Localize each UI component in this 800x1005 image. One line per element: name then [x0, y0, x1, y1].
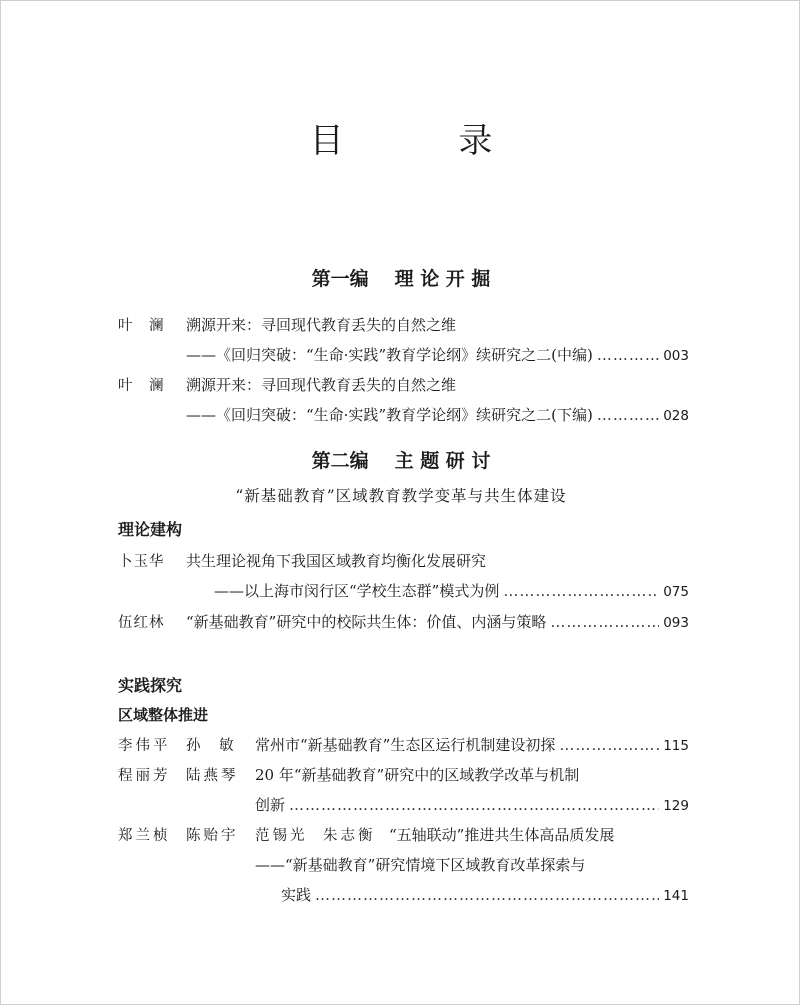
leader-dots: [315, 886, 659, 904]
entry6-author-1: 程丽芳: [118, 768, 171, 784]
part1-heading: [1, 264, 800, 291]
entry1-page: 003: [663, 348, 689, 364]
entry6-title-line2: 创新: [255, 796, 286, 814]
entry6-row[interactable]: [255, 794, 689, 815]
leader-dots: [289, 796, 659, 814]
entry7-author-1: 郑兰桢: [118, 828, 171, 844]
entry5-title: 常州市“新基础教育”生态区运行机制建设初探: [255, 736, 556, 754]
entry1-author: 叶 澜: [118, 318, 170, 334]
entry6-page: 129: [663, 798, 689, 814]
part2-label: 第二编: [311, 450, 369, 472]
entry4-author: 伍红林: [118, 615, 165, 631]
entry4-title: “新基础教育”研究中的校际共生体：价值、内涵与策略: [186, 613, 547, 631]
entry3-subtitle: ——以上海市闵行区“学校生态群”模式为例: [214, 582, 500, 600]
entry2-subtitle-row[interactable]: [186, 404, 689, 425]
page-title: 目 录: [309, 121, 545, 161]
entry7-author-2: 陈贻宇: [186, 828, 239, 844]
entry5-page: 115: [663, 738, 689, 754]
entry3-title[interactable]: 共生理论视角下我国区域教育均衡化发展研究: [186, 552, 487, 570]
entry2-author: 叶 澜: [118, 378, 170, 394]
entry3-author: 卜玉华: [118, 554, 165, 570]
entry1-subtitle: ——《回归突破：“生命·实践”教育学论纲》续研究之二(中编): [186, 346, 593, 364]
part1-name: 理 论 开 掘: [394, 268, 491, 290]
entry4-page: 093: [663, 615, 689, 631]
part2-heading: [1, 446, 800, 473]
entry6-author-2: 陆燕琴: [186, 768, 239, 784]
entry3-page: 075: [663, 584, 689, 600]
leader-dots: [597, 346, 659, 364]
leader-dots: [559, 736, 659, 754]
entry5-row[interactable]: [255, 734, 689, 755]
entry3-subtitle-row[interactable]: [214, 580, 689, 601]
part2-theme: “新基础教育”区域教育教学变革与共生体建设: [235, 487, 567, 505]
entry7-page: 141: [663, 888, 689, 904]
entry7-subtitle-line1[interactable]: ——“新基础教育”研究情境下区域教育改革探索与: [255, 856, 586, 874]
entry7-title[interactable]: “五轴联动”推进共生体高品质发展: [389, 826, 615, 844]
entry7-subtitle-line2: 实践: [281, 886, 312, 904]
entry2-page: 028: [663, 408, 689, 424]
leader-dots: [550, 613, 659, 631]
leader-dots: [503, 582, 659, 600]
entry5-author-2: 孙 敏: [186, 738, 241, 754]
entry1-title[interactable]: 溯源开来：寻回现代教育丢失的自然之维: [186, 316, 457, 334]
part1-label: 第一编: [311, 268, 369, 290]
entry5-author-1: 李伟平: [118, 738, 171, 754]
entry7-author-3: 范锡光: [255, 828, 308, 844]
section-theory-heading: 理论建构: [118, 520, 183, 539]
leader-dots: [597, 406, 659, 424]
entry1-subtitle-row[interactable]: [186, 344, 689, 365]
entry2-subtitle: ——《回归突破：“生命·实践”教育学论纲》续研究之二(下编): [186, 406, 593, 424]
part2-name: 主 题 研 讨: [394, 450, 491, 472]
entry7-row[interactable]: [281, 884, 689, 905]
section-practice-heading: 实践探究: [118, 676, 183, 695]
entry6-title-line1[interactable]: 20 年“新基础教育”研究中的区域教学改革与机制: [255, 766, 580, 784]
entry7-author-4: 朱志衡: [323, 828, 376, 844]
subsection-region-heading: 区域整体推进: [118, 706, 209, 724]
entry4-row[interactable]: [186, 611, 689, 632]
entry2-title[interactable]: 溯源开来：寻回现代教育丢失的自然之维: [186, 376, 457, 394]
